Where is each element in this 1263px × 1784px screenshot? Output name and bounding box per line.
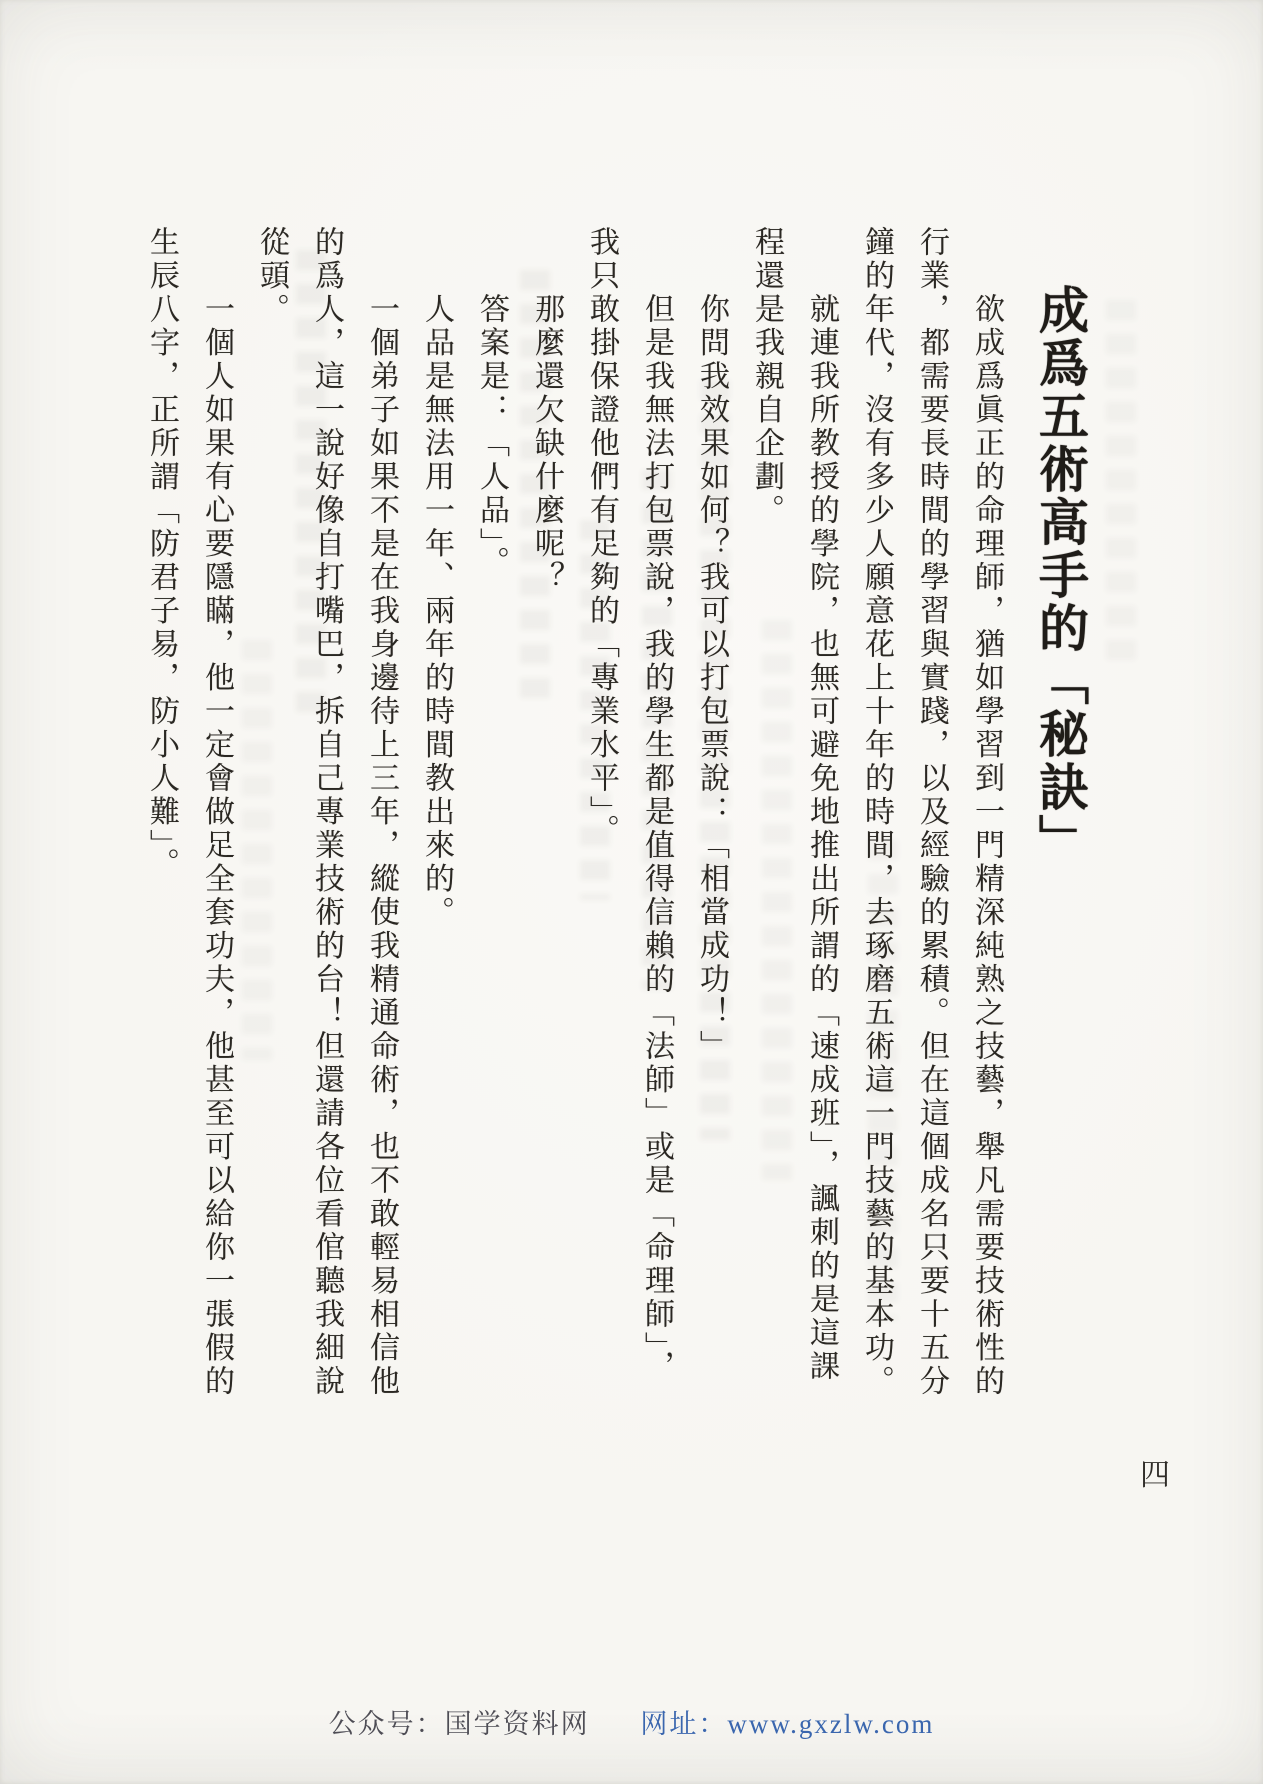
bleed-through-smudge bbox=[1106, 300, 1136, 660]
text-column: 行業，都需要長時間的學習與實踐，以及經驗的累積。但在這個成名只要十五分 bbox=[915, 226, 948, 1399]
text-column: 程還是我親自企劃。 bbox=[750, 226, 783, 528]
chapter-title: 成爲五術高手的「秘訣」 bbox=[1032, 284, 1088, 867]
text-column: 的爲人，這一說好像自打嘴巴，拆自己專業技術的台！但還請各位看倌聽我細說 bbox=[310, 226, 343, 1399]
text-column: 那麼還欠缺什麼呢？ bbox=[530, 293, 563, 595]
text-column: 人品是無法用一年、兩年的時間教出來的。 bbox=[420, 293, 453, 930]
watermark-footer bbox=[0, 1702, 1263, 1741]
text-column: 你問我效果如何？我可以打包票說：「相當成功！」 bbox=[695, 293, 728, 1064]
bleed-through-smudge bbox=[242, 640, 272, 1060]
text-column: 我只敢掛保證他們有足夠的「專業水平」。 bbox=[585, 226, 618, 848]
watermark-wechat-account: 公众号：国学资料网 bbox=[328, 1709, 590, 1739]
bleed-through-smudge bbox=[762, 620, 792, 1180]
text-column: 生辰八字，正所謂「防君子易，防小人難」。 bbox=[145, 226, 178, 881]
text-column: 欲成爲眞正的命理師，猶如學習到一門精深純熟之技藝，舉凡需要技術性的 bbox=[970, 293, 1003, 1399]
watermark-site-url: 网址：www.gxzlw.com bbox=[640, 1709, 935, 1739]
text-column: 一個人如果有心要隱瞞，他一定會做足全套功夫，他甚至可以給你一張假的 bbox=[200, 293, 233, 1399]
text-column: 一個弟子如果不是在我身邊待上三年，縱使我精通命術，也不敢輕易相信他 bbox=[365, 293, 398, 1399]
text-column: 就連我所教授的學院，也無可避免地推出所謂的「速成班」，諷刺的是這課 bbox=[805, 293, 838, 1384]
text-column: 答案是：「人品」。 bbox=[475, 293, 508, 580]
page-number: 四 bbox=[1140, 1459, 1170, 1492]
text-column: 但是我無法打包票說，我的學生都是值得信賴的「法師」或是「命理師」， bbox=[640, 293, 673, 1384]
text-column: 從頭。 bbox=[255, 226, 288, 327]
text-column: 鐘的年代，沒有多少人願意花上十年的時間，去琢磨五術這一門技藝的基本功。 bbox=[860, 226, 893, 1399]
